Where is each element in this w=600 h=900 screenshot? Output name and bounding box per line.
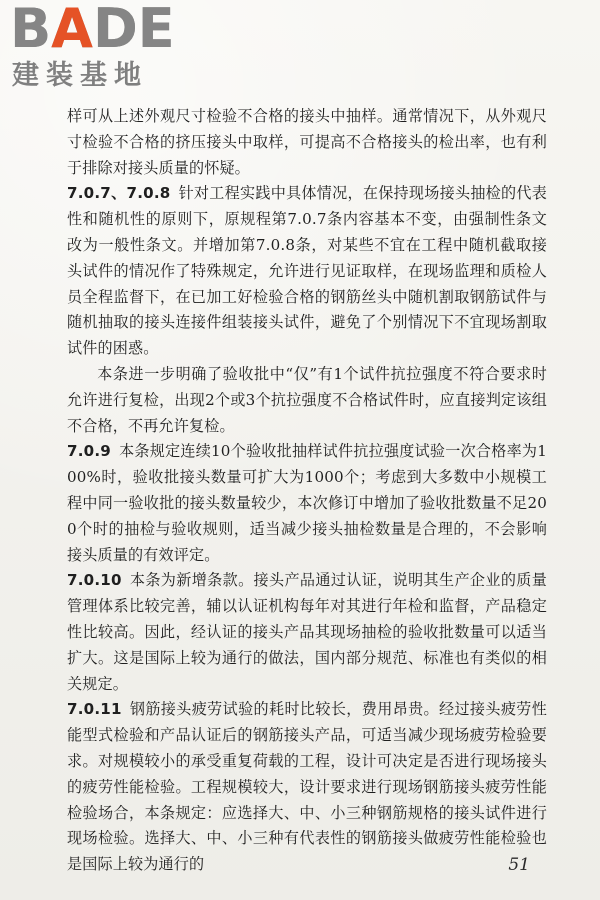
clause-number-7-0-9: 7.0.9 (67, 442, 111, 461)
paragraph-5 (67, 568, 547, 697)
brand-logo-letter-b: B (10, 0, 52, 60)
clause-number-7-0-11: 7.0.11 (67, 700, 122, 719)
paragraph-6 (67, 697, 547, 878)
document-body (67, 104, 547, 878)
page-number: 51 (508, 855, 530, 875)
paragraph-5-text: 本条为新增条款。接头产品通过认证，说明其生产企业的质量管理体系比较完善，辅以认证机构每年对其进行年检和监督，产品稳定性比较高。因此，经认证的接头产品其现场抽检的验收批数量可以适当扩大。这是国际上较为通行的做法，国内部分规范、标准也有类似的相关规定。 (67, 571, 547, 693)
clause-number-7-0-10: 7.0.10 (67, 571, 122, 590)
paragraph-4-text: 本条规定连续10个验收批抽样试件抗拉强度试验一次合格率为100%时，验收批接头数量可扩大为1000个；考虑到大多数中小规模工程中同一验收批的接头数量较少，本次修订中增加了验收批数量不足200个时的抽检与验收规则，适当减少接头抽检数量是合理的，不会影响接头质量的有效评定。 (67, 442, 547, 564)
brand-logo (10, 2, 180, 92)
brand-logo-wordmark (10, 0, 175, 60)
paragraph-2 (67, 181, 547, 362)
paragraph-1-text: 样可从上述外观尺寸检验不合格的接头中抽样。通常情况下，从外观尺寸检验不合格的挤压接头中取样，可提高不合格接头的检出率，也有利于排除对接头质量的怀疑。 (67, 107, 547, 177)
paragraph-1 (67, 104, 547, 181)
paragraph-3 (67, 362, 547, 439)
paragraph-2-text: 针对工程实践中具体情况，在保持现场接头抽检的代表性和随机性的原则下，原规程第7.0.7条内容基本不变，由强制性条文改为一般性条文。并增加第7.0.8条，对某些不宜在工程中随机截取接头试件的情况作了特殊规定，允许进行见证取样，在现场监理和质检人员全程监督下，在已加工好检验合格的钢筋丝头中随机割取钢筋试件与随机抽取的接头连接件组装接头试件，避免了个别情况下不宜现场割取试件的困惑。 (67, 184, 547, 358)
brand-logo-letter-a: A (51, 0, 93, 60)
paragraph-3-text: 本条进一步明确了验收批中“仅”有1个试件抗拉强度不符合要求时允许进行复检，出现2个或3个抗拉强度不合格试件时，应直接判定该组不合格，不再允许复检。 (67, 364, 547, 435)
paragraph-4 (67, 439, 547, 568)
paragraph-6-text: 钢筋接头疲劳试验的耗时比较长，费用昂贵。经过接头疲劳性能型式检验和产品认证后的钢筋接头产品，可适当减少现场疲劳检验要求。对规模较小的承受重复荷载的工程，设计可决定是否进行现场接头的疲劳性能检验。工程规模较大，设计要求进行现场钢筋接头疲劳性能检验场合，本条规定：应选择大、中、小三种钢筋规格的接头试件进行现场检验。选择大、中、小三种有代表性的钢筋接头做疲劳性能检验也是国际上较为通行的 (67, 700, 547, 874)
brand-logo-letters-de: DE (92, 0, 175, 60)
brand-logo-subtitle: 建装基地 (12, 60, 148, 91)
clause-number-7-0-7-7-0-8: 7.0.7、7.0.8 (67, 184, 171, 203)
